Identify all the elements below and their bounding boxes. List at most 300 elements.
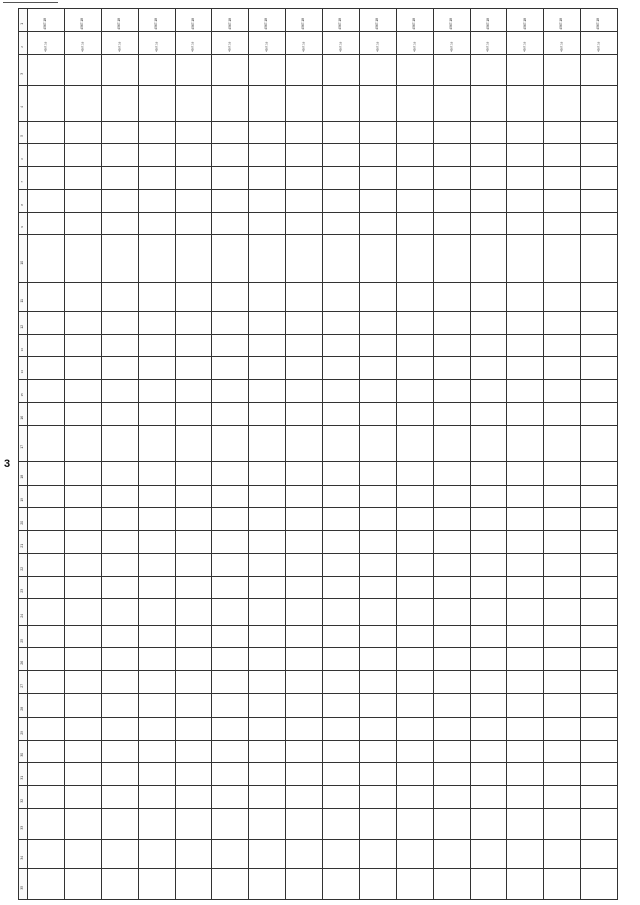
table-cell (507, 808, 544, 839)
table-cell (323, 508, 360, 531)
row-index-label: 31 (20, 776, 25, 780)
table-cell (249, 357, 286, 380)
table-cell (28, 212, 65, 235)
table-cell (64, 740, 101, 763)
table-cell (323, 283, 360, 312)
row-index-label: 32 (20, 798, 25, 803)
table-cell (433, 531, 470, 554)
table-row (19, 144, 618, 167)
table-cell (249, 189, 286, 212)
table-cell (433, 740, 470, 763)
table-cell (544, 235, 581, 283)
table-cell (101, 121, 138, 144)
table-cell (359, 31, 396, 54)
table-cell (544, 508, 581, 531)
table-cell (581, 85, 618, 121)
table-cell (396, 121, 433, 144)
table-cell (286, 31, 323, 54)
row-index-cell (19, 531, 28, 554)
table-cell (249, 283, 286, 312)
table-cell (581, 717, 618, 740)
table-cell (212, 553, 249, 576)
table-cell (359, 334, 396, 357)
table-row (19, 671, 618, 694)
table-cell (581, 868, 618, 899)
cell-value: 4567.18 (80, 17, 85, 30)
table-cell (28, 334, 65, 357)
table-cell (581, 283, 618, 312)
table-cell (28, 31, 65, 54)
table-cell (101, 283, 138, 312)
table-cell (470, 839, 507, 868)
table-cell (286, 693, 323, 717)
table-cell (359, 786, 396, 809)
table-cell (249, 717, 286, 740)
table-cell (212, 54, 249, 85)
table-cell (323, 189, 360, 212)
table-cell (64, 144, 101, 167)
table-cell (323, 625, 360, 648)
cell-value: 4567.18 (301, 17, 306, 30)
table-row (19, 189, 618, 212)
table-cell (396, 576, 433, 599)
table-cell (64, 425, 101, 461)
table-cell (64, 461, 101, 485)
table-cell (396, 311, 433, 334)
table-cell (64, 671, 101, 694)
table-cell (544, 576, 581, 599)
table-cell (138, 380, 175, 403)
table-cell (138, 357, 175, 380)
table-cell (101, 31, 138, 54)
table-cell (323, 425, 360, 461)
row-index-cell (19, 189, 28, 212)
table-cell (359, 144, 396, 167)
table-row (19, 693, 618, 717)
table-cell (28, 121, 65, 144)
table-cell (507, 648, 544, 671)
table-cell (175, 235, 212, 283)
row-index-cell (19, 461, 28, 485)
table-cell (101, 786, 138, 809)
table-cell (212, 121, 249, 144)
table-cell (359, 576, 396, 599)
table-cell (28, 311, 65, 334)
row-index-label: 10 (20, 260, 25, 265)
table-cell (249, 740, 286, 763)
table-cell (249, 380, 286, 403)
table-cell (581, 693, 618, 717)
table-cell (470, 485, 507, 508)
table-cell (581, 625, 618, 648)
table-cell (544, 786, 581, 809)
table-cell (323, 553, 360, 576)
table-cell (433, 763, 470, 786)
table-cell (323, 167, 360, 190)
table-cell (470, 334, 507, 357)
row-index-cell (19, 402, 28, 425)
row-index-cell (19, 808, 28, 839)
table-cell (138, 85, 175, 121)
table-cell (396, 671, 433, 694)
cell-value: 4567.16 (116, 41, 121, 52)
table-cell (101, 144, 138, 167)
cell-value: 4567.16 (448, 41, 453, 52)
table-cell (396, 808, 433, 839)
table-cell (138, 868, 175, 899)
cell-value: 4567.18 (116, 17, 121, 30)
table-cell (64, 402, 101, 425)
table-cell (470, 425, 507, 461)
cell-value: 4567.18 (596, 17, 601, 30)
table-cell (212, 461, 249, 485)
cell-value: 4567.16 (301, 41, 306, 52)
table-cell (507, 576, 544, 599)
table-cell (249, 485, 286, 508)
table-cell (101, 167, 138, 190)
table-cell (286, 485, 323, 508)
table-cell (286, 576, 323, 599)
table-cell (286, 625, 323, 648)
table-cell (359, 189, 396, 212)
table-cell (249, 334, 286, 357)
table-cell (175, 485, 212, 508)
table-cell (433, 868, 470, 899)
row-index-cell (19, 599, 28, 625)
table-cell (64, 121, 101, 144)
table-cell (175, 808, 212, 839)
table-cell (64, 380, 101, 403)
table-cell (581, 334, 618, 357)
table-cell (175, 85, 212, 121)
table-cell (101, 599, 138, 625)
table-cell (138, 485, 175, 508)
table-cell (396, 402, 433, 425)
table-cell (323, 144, 360, 167)
row-index-label: 19 (20, 498, 25, 502)
row-index-cell (19, 839, 28, 868)
table-cell (286, 531, 323, 554)
table-cell (175, 508, 212, 531)
table-row (19, 311, 618, 334)
table-cell (323, 839, 360, 868)
table-cell (249, 144, 286, 167)
cell-value: 4567.18 (190, 17, 195, 30)
table-cell (286, 425, 323, 461)
table-cell (470, 625, 507, 648)
table-cell (249, 625, 286, 648)
row-index-cell (19, 54, 28, 85)
table-cell (544, 212, 581, 235)
table-cell (470, 167, 507, 190)
table-cell (507, 235, 544, 283)
table-cell (101, 763, 138, 786)
row-index-label: 12 (20, 324, 25, 329)
table-cell (433, 212, 470, 235)
table-cell (28, 9, 65, 32)
table-cell (28, 380, 65, 403)
table-cell (64, 868, 101, 899)
table-row (19, 121, 618, 144)
table-row (19, 576, 618, 599)
table-cell (175, 763, 212, 786)
row-index-cell (19, 485, 28, 508)
row-index-label: 5 (20, 135, 25, 138)
table-cell (433, 461, 470, 485)
table-cell (581, 740, 618, 763)
table-cell (28, 717, 65, 740)
table-cell (433, 839, 470, 868)
table-cell (581, 553, 618, 576)
row-index-cell (19, 144, 28, 167)
table-cell (138, 121, 175, 144)
cell-value: 4567.16 (375, 41, 380, 52)
table-cell (175, 425, 212, 461)
table-cell (64, 786, 101, 809)
table-cell (470, 85, 507, 121)
table-cell (249, 461, 286, 485)
table-row (19, 717, 618, 740)
table-cell (28, 144, 65, 167)
table-cell (544, 357, 581, 380)
table-cell (175, 380, 212, 403)
table-cell (249, 85, 286, 121)
row-index-cell (19, 167, 28, 190)
table-cell (323, 786, 360, 809)
table-cell (175, 54, 212, 85)
table-cell (64, 808, 101, 839)
table-cell (212, 212, 249, 235)
table-cell (396, 380, 433, 403)
table-cell (28, 54, 65, 85)
table-cell (249, 167, 286, 190)
table-cell (64, 235, 101, 283)
table-cell (433, 235, 470, 283)
row-index-label: 1 (20, 22, 25, 25)
table-row (19, 54, 618, 85)
row-index-cell (19, 648, 28, 671)
table-cell (28, 763, 65, 786)
table-cell (544, 485, 581, 508)
table-cell (581, 357, 618, 380)
row-index-cell (19, 740, 28, 763)
table-cell (359, 402, 396, 425)
table-cell (138, 763, 175, 786)
table-cell (359, 868, 396, 899)
table-cell (396, 599, 433, 625)
table-cell (470, 717, 507, 740)
row-index-cell (19, 212, 28, 235)
table-row (19, 740, 618, 763)
row-index-cell (19, 380, 28, 403)
table-cell (101, 380, 138, 403)
table-cell (507, 625, 544, 648)
table-cell (359, 167, 396, 190)
table-cell (138, 693, 175, 717)
table-cell (28, 485, 65, 508)
table-cell (433, 808, 470, 839)
table-cell (175, 31, 212, 54)
table-cell (470, 576, 507, 599)
row-index-cell (19, 334, 28, 357)
row-index-label: 7 (20, 180, 25, 183)
table-cell (470, 461, 507, 485)
table-cell (64, 357, 101, 380)
table-cell (212, 311, 249, 334)
table-cell (249, 425, 286, 461)
table-cell (64, 553, 101, 576)
table-cell (470, 144, 507, 167)
table-cell (286, 380, 323, 403)
table-cell (359, 839, 396, 868)
table-cell (433, 334, 470, 357)
table-cell (138, 648, 175, 671)
table-cell (359, 740, 396, 763)
table-cell (212, 839, 249, 868)
table-cell (396, 740, 433, 763)
table-cell (581, 9, 618, 32)
table-cell (138, 508, 175, 531)
table-cell (64, 167, 101, 190)
table-cell (581, 380, 618, 403)
table-cell (433, 121, 470, 144)
table-cell (175, 740, 212, 763)
table-cell (581, 402, 618, 425)
table-cell (433, 599, 470, 625)
row-index-label: 9 (20, 226, 25, 228)
table-row (19, 402, 618, 425)
table-cell (175, 144, 212, 167)
table-cell (359, 380, 396, 403)
table-cell (323, 763, 360, 786)
table-cell (544, 31, 581, 54)
table-cell (470, 786, 507, 809)
table-cell (212, 740, 249, 763)
table-cell (581, 808, 618, 839)
table-cell (507, 693, 544, 717)
table-cell (581, 648, 618, 671)
table-cell (212, 85, 249, 121)
table-cell (175, 121, 212, 144)
cell-value: 4567.16 (338, 41, 343, 52)
table-cell (249, 235, 286, 283)
table-cell (544, 54, 581, 85)
table-cell (249, 648, 286, 671)
table-cell (28, 189, 65, 212)
table-cell (249, 763, 286, 786)
table-cell (286, 808, 323, 839)
table-cell (433, 648, 470, 671)
table-cell (212, 31, 249, 54)
table-cell (507, 357, 544, 380)
table-cell (359, 235, 396, 283)
table-cell (138, 671, 175, 694)
table-cell (581, 189, 618, 212)
table-cell (396, 189, 433, 212)
table-cell (433, 357, 470, 380)
table-cell (138, 808, 175, 839)
table-cell (28, 461, 65, 485)
table-cell (175, 167, 212, 190)
table-cell (433, 693, 470, 717)
table-cell (101, 85, 138, 121)
table-cell (581, 508, 618, 531)
row-index-cell (19, 425, 28, 461)
cell-value: 4567.16 (411, 41, 416, 52)
table-cell (544, 625, 581, 648)
table-cell (323, 212, 360, 235)
table-cell (544, 167, 581, 190)
table-cell (212, 808, 249, 839)
table-cell (249, 212, 286, 235)
table-cell (175, 461, 212, 485)
table-cell (64, 763, 101, 786)
table-row (19, 839, 618, 868)
table-cell (433, 167, 470, 190)
cell-value: 4567.18 (338, 17, 343, 30)
table-cell (470, 31, 507, 54)
table-cell (101, 693, 138, 717)
table-cell (507, 9, 544, 32)
table-cell (212, 167, 249, 190)
table-cell (212, 508, 249, 531)
table-cell (507, 402, 544, 425)
table-cell (286, 763, 323, 786)
table-cell (359, 648, 396, 671)
table-cell (507, 31, 544, 54)
table-cell (138, 576, 175, 599)
table-cell (64, 648, 101, 671)
table-cell (212, 576, 249, 599)
table-cell (581, 461, 618, 485)
table-cell (507, 425, 544, 461)
table-cell (359, 425, 396, 461)
table-cell (507, 54, 544, 85)
table-cell (286, 357, 323, 380)
cell-value: 4567.18 (375, 17, 380, 30)
table-cell (544, 740, 581, 763)
table-cell (175, 717, 212, 740)
table-cell (28, 808, 65, 839)
table-cell (470, 189, 507, 212)
table-cell (286, 235, 323, 283)
table-cell (470, 693, 507, 717)
table-cell (64, 311, 101, 334)
table-row (19, 508, 618, 531)
table-cell (249, 868, 286, 899)
table-cell (396, 717, 433, 740)
table-cell (507, 531, 544, 554)
table-cell (359, 311, 396, 334)
table-cell (249, 31, 286, 54)
table-cell (28, 553, 65, 576)
table-cell (28, 167, 65, 190)
table-cell (323, 85, 360, 121)
table-cell (396, 54, 433, 85)
cell-value: 4567.16 (80, 41, 85, 52)
table-row (19, 461, 618, 485)
row-index-cell (19, 283, 28, 312)
table-cell (64, 531, 101, 554)
table-cell (470, 508, 507, 531)
table-cell (544, 334, 581, 357)
table-cell (507, 485, 544, 508)
table-cell (64, 693, 101, 717)
table-cell (212, 717, 249, 740)
table-cell (470, 357, 507, 380)
table-cell (175, 648, 212, 671)
table-cell (396, 839, 433, 868)
